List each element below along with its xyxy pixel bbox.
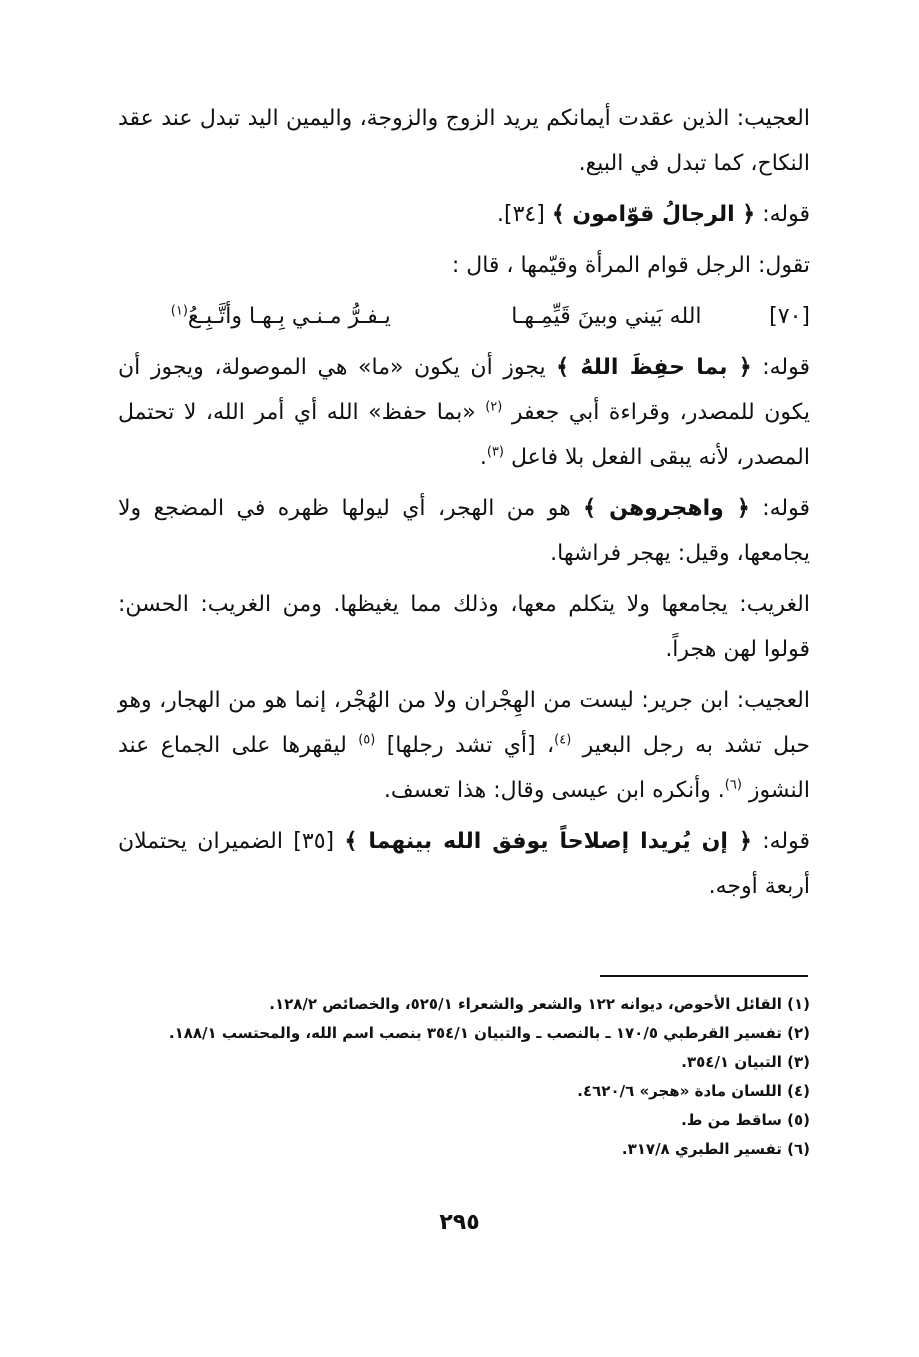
footnote-divider <box>600 975 808 977</box>
verse-first-hemistich: الله بَيني وبينَ قَيِّمِـهـا <box>511 304 702 329</box>
quote-intro: قوله: <box>755 202 810 227</box>
footnote-2: (٢) تفسير القرطبي ١٧٠/٥ ـ بالنصب ـ والتبيان ٣٥٤/١ بنصب اسم الله، والمحتسب ١٨٨/١. <box>168 1024 810 1042</box>
footnote-6: (٦) تفسير الطبري ٣١٧/٨. <box>621 1140 810 1158</box>
page-number: ٢٩٥ <box>439 1210 480 1235</box>
footnote-ref: (١) <box>170 303 188 319</box>
footnote-ref: (٦) <box>724 777 742 793</box>
footnotes <box>118 990 810 1164</box>
paragraph-text: . وأنكره ابن عيسى وقال: هذا تعسف. <box>383 778 725 803</box>
footnote-ref: (٤) <box>554 732 572 748</box>
paragraph-taqul <box>118 243 810 288</box>
paragraph-islah <box>118 819 810 909</box>
paragraph-ajib-2 <box>118 678 810 813</box>
quote-intro: قوله: <box>751 355 810 380</box>
poetry-verse <box>118 294 810 339</box>
paragraph-text: ، [أي تشد رجلها] <box>375 733 555 758</box>
footnote-ref: (٥) <box>358 732 376 748</box>
paragraph-text: ليقهرها على الجماع عند النشوز <box>118 733 810 803</box>
verse-second-text: يـفـرُّ مـنـي بِـهـا وأتَّـبِـعُ <box>187 304 391 329</box>
paragraph-qawamun <box>118 192 810 237</box>
main-text <box>118 96 810 915</box>
verse-number: [٧٠] <box>769 304 810 329</box>
quote-intro: قوله: <box>751 829 810 854</box>
quran-quote: ﴿ إن يُريدا إصلاحاً يوفق الله بينهما ﴾ <box>344 829 752 854</box>
quran-quote: ﴿ بما حفِظَ اللهُ ﴾ <box>556 355 752 380</box>
paragraph-gharib <box>118 582 810 672</box>
paragraph-text: العجيب: الذين عقدت أيمانكم يريد الزوج والزوجة، واليمين اليد تبدل عند عقد النكاح، كما تبدل في البيع. <box>118 106 810 176</box>
paragraph-text: الغريب: يجامعها ولا يتكلم معها، وذلك مما يغيظها. ومن الغريب: الحسن: قولوا لهن هجراً. <box>118 592 810 662</box>
quran-quote: ﴿ الرجالُ قوّامون ﴾ <box>551 202 756 227</box>
paragraph-ajib-1 <box>118 96 810 186</box>
verse-reference: [٣٤]. <box>497 202 552 227</box>
quran-quote: ﴿ واهجروهن ﴾ <box>583 496 750 521</box>
paragraph-bima-hafiza <box>118 345 810 480</box>
paragraph-text: [٣٥] الضميران يحتملان أربعة أوجه. <box>118 829 810 899</box>
paragraph-text: العجيب: ابن جرير: ليست من الهِجْران ولا من الهُجْر، إنما هو من الهجار، وهو حبل تشد به رجل البعير <box>118 688 811 758</box>
footnote-3: (٣) التبيان ٣٥٤/١. <box>681 1053 810 1071</box>
footnote-ref: (٢) <box>485 399 503 415</box>
footnote-4: (٤) اللسان مادة «هجر» ٤٦٢٠/٦. <box>577 1082 810 1100</box>
footnote-5: (٥) ساقط من ط. <box>681 1111 810 1129</box>
quote-intro: قوله: <box>749 496 810 521</box>
paragraph-text: تقول: الرجل قوام المرأة وقيّمها ، قال : <box>451 253 810 278</box>
paragraph-text: «بما حفظ» الله أي أمر الله، لا تحتمل المصدر، لأنه يبقى الفعل بلا فاعل <box>118 400 810 470</box>
footnote-1: (١) القائل الأحوص، ديوانه ١٢٢ والشعر والشعراء ٥٢٥/١، والخصائص ١٢٨/٢. <box>269 995 810 1013</box>
paragraph-end: . <box>479 445 487 470</box>
paragraph-text: يجوز أن يكون «ما» هي الموصولة، ويجوز أن يكون للمصدر، وقراءة أبي جعفر <box>118 355 810 425</box>
verse-second-hemistich <box>118 294 444 339</box>
footnote-ref: (٣) <box>486 444 504 460</box>
paragraph-text: هو من الهجر، أي ليولها ظهره في المضجع ولا يجامعها، وقيل: يهجر فراشها. <box>118 496 810 566</box>
paragraph-wahjuruhunna <box>118 486 810 576</box>
